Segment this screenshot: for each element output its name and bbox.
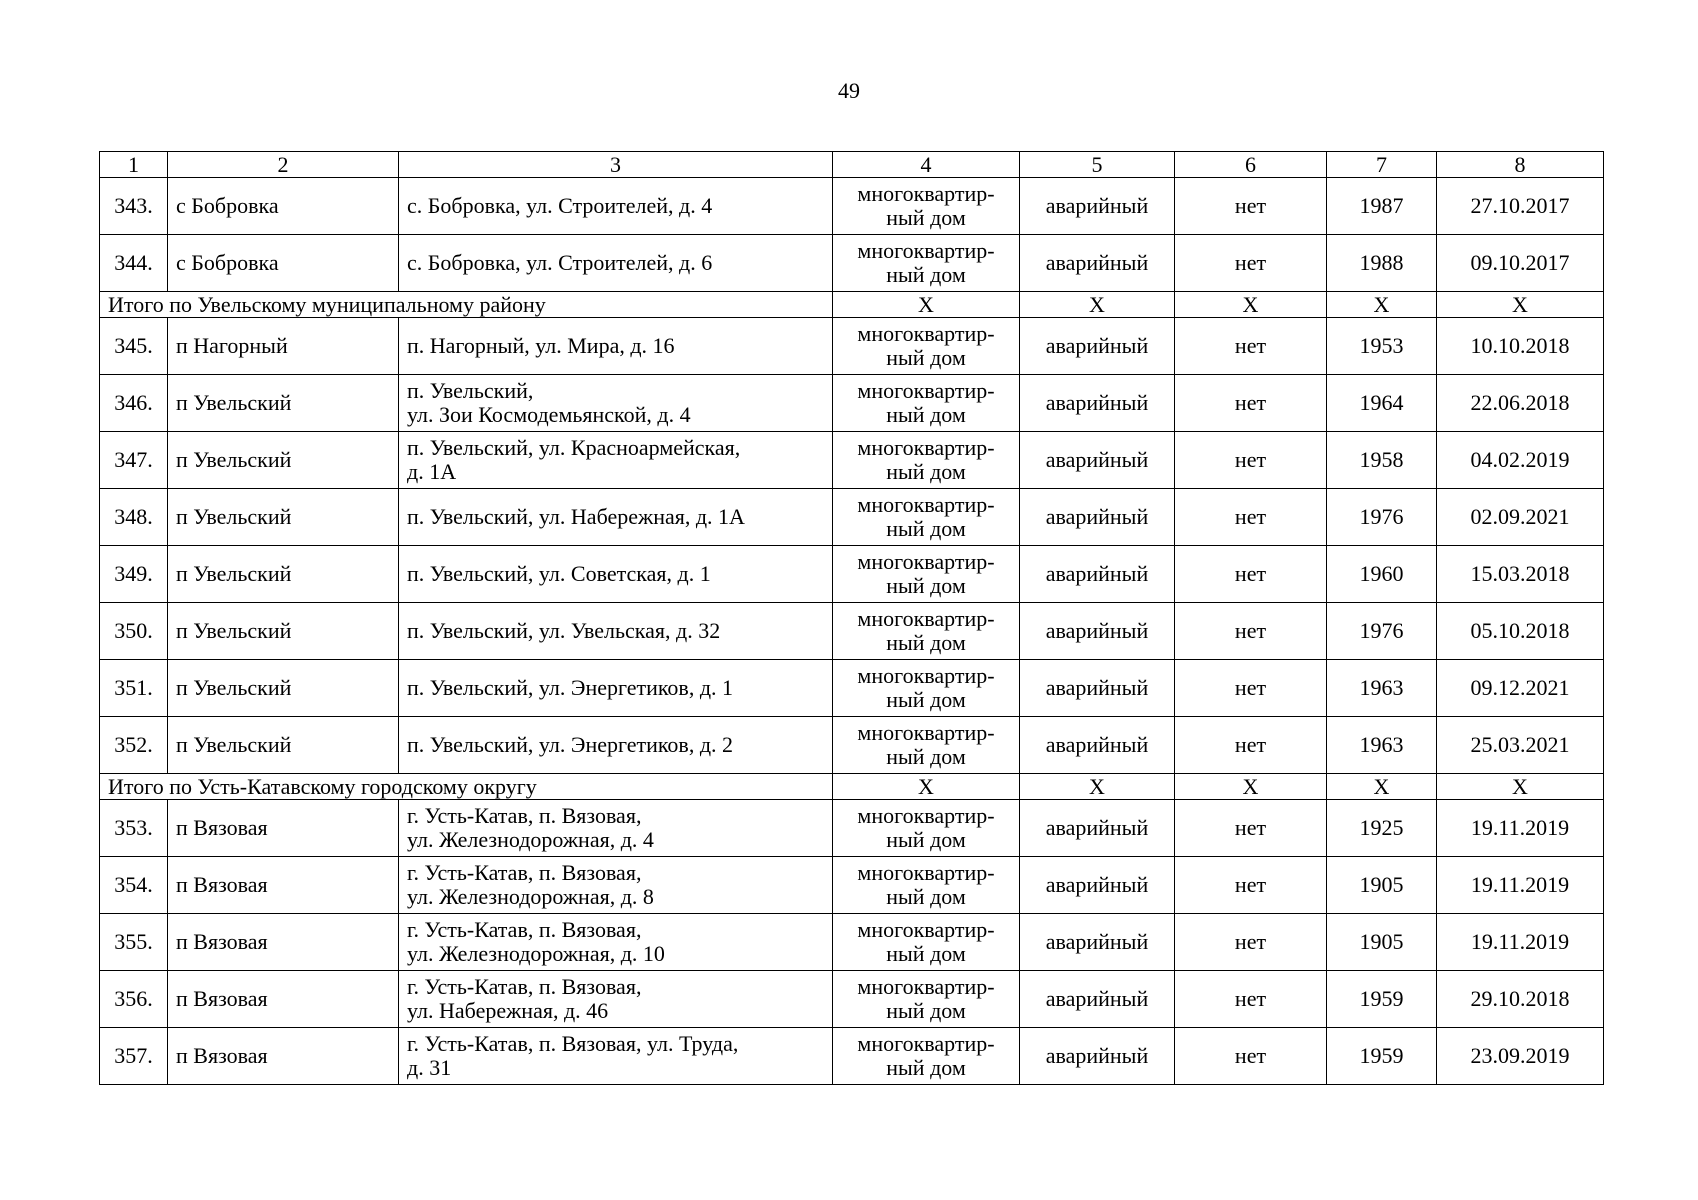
address-cell (399, 489, 833, 546)
row-number: 343. (100, 178, 168, 235)
cell-line: многоквартир- (857, 181, 995, 206)
building-type-cell (833, 546, 1020, 603)
row-number: 355. (100, 914, 168, 971)
year-cell: 1925 (1327, 800, 1437, 857)
year-cell: 1958 (1327, 432, 1437, 489)
table-row (100, 800, 1604, 857)
table-row (100, 1028, 1604, 1085)
row-number: 348. (100, 489, 168, 546)
building-type-cell (833, 489, 1020, 546)
cell-line: п. Увельский, ул. Советская, д. 1 (407, 561, 711, 586)
cell-line: ул. Железнодорожная, д. 10 (407, 941, 665, 966)
cell-line: многоквартир- (857, 974, 995, 999)
cell-line: ный дом (886, 402, 966, 427)
condition-cell: аварийный (1020, 717, 1175, 774)
cell-line: с. Бобровка, ул. Строителей, д. 6 (407, 250, 713, 275)
date-cell: 04.02.2019 (1437, 432, 1604, 489)
building-type-cell (833, 1028, 1020, 1085)
address-cell (399, 603, 833, 660)
table-row (100, 717, 1604, 774)
condition-cell: аварийный (1020, 857, 1175, 914)
building-type-cell (833, 857, 1020, 914)
year-cell: 1963 (1327, 717, 1437, 774)
settlement-cell: п Увельский (168, 489, 399, 546)
year-cell: 1963 (1327, 660, 1437, 717)
cell-line: ный дом (886, 573, 966, 598)
table-row (100, 914, 1604, 971)
table-row (100, 375, 1604, 432)
settlement-cell: п Увельский (168, 660, 399, 717)
year-cell: 1905 (1327, 857, 1437, 914)
cell-line: многоквартир- (857, 720, 995, 745)
column-number-header: 5 (1020, 152, 1175, 178)
column-number-header: 4 (833, 152, 1020, 178)
total-mark: X (1175, 292, 1327, 318)
building-type-cell (833, 318, 1020, 375)
row-number: 357. (100, 1028, 168, 1085)
settlement-cell: п Увельский (168, 603, 399, 660)
date-cell: 09.10.2017 (1437, 235, 1604, 292)
flag-cell: нет (1175, 660, 1327, 717)
condition-cell: аварийный (1020, 914, 1175, 971)
row-number: 351. (100, 660, 168, 717)
flag-cell: нет (1175, 603, 1327, 660)
row-number: 353. (100, 800, 168, 857)
settlement-cell: п Вязовая (168, 800, 399, 857)
flag-cell: нет (1175, 375, 1327, 432)
cell-line: многоквартир- (857, 860, 995, 885)
flag-cell: нет (1175, 800, 1327, 857)
condition-cell: аварийный (1020, 318, 1175, 375)
page-number: 49 (838, 78, 860, 103)
settlement-cell: п Вязовая (168, 1028, 399, 1085)
flag-cell: нет (1175, 432, 1327, 489)
cell-line: ул. Железнодорожная, д. 8 (407, 884, 654, 909)
row-number: 352. (100, 717, 168, 774)
cell-line: многоквартир- (857, 917, 995, 942)
condition-cell: аварийный (1020, 800, 1175, 857)
year-cell: 1905 (1327, 914, 1437, 971)
cell-line: ный дом (886, 262, 966, 287)
date-cell: 19.11.2019 (1437, 800, 1604, 857)
date-cell: 25.03.2021 (1437, 717, 1604, 774)
flag-cell: нет (1175, 717, 1327, 774)
cell-line: ный дом (886, 687, 966, 712)
cell-line: ный дом (886, 630, 966, 655)
row-number: 356. (100, 971, 168, 1028)
condition-cell: аварийный (1020, 235, 1175, 292)
flag-cell: нет (1175, 489, 1327, 546)
cell-line: многоквартир- (857, 435, 995, 460)
total-mark: X (833, 774, 1020, 800)
building-type-cell (833, 375, 1020, 432)
date-cell: 22.06.2018 (1437, 375, 1604, 432)
flag-cell: нет (1175, 971, 1327, 1028)
flag-cell: нет (1175, 546, 1327, 603)
condition-cell: аварийный (1020, 546, 1175, 603)
address-cell (399, 178, 833, 235)
address-cell (399, 318, 833, 375)
address-cell (399, 235, 833, 292)
cell-line: многоквартир- (857, 492, 995, 517)
year-cell: 1959 (1327, 1028, 1437, 1085)
cell-line: п. Увельский, ул. Энергетиков, д. 1 (407, 675, 734, 700)
building-type-cell (833, 660, 1020, 717)
cell-line: п. Увельский, ул. Красноармейская, (407, 435, 741, 460)
column-number-header: 3 (399, 152, 833, 178)
cell-line: многоквартир- (857, 663, 995, 688)
total-row (100, 774, 1604, 800)
condition-cell: аварийный (1020, 375, 1175, 432)
table-row (100, 318, 1604, 375)
cell-line: с. Бобровка, ул. Строителей, д. 4 (407, 193, 713, 218)
flag-cell: нет (1175, 1028, 1327, 1085)
total-mark: X (1437, 774, 1604, 800)
total-label: Итого по Усть-Катавскому городскому округу (100, 774, 833, 800)
cell-line: п. Нагорный, ул. Мира, д. 16 (407, 333, 675, 358)
total-mark: X (833, 292, 1020, 318)
address-cell (399, 800, 833, 857)
row-number: 346. (100, 375, 168, 432)
cell-line: п. Увельский, ул. Увельская, д. 32 (407, 618, 721, 643)
cell-line: ул. Железнодорожная, д. 4 (407, 827, 654, 852)
cell-line: ный дом (886, 884, 966, 909)
date-cell: 05.10.2018 (1437, 603, 1604, 660)
column-number-header-row (100, 152, 1604, 178)
address-cell (399, 914, 833, 971)
address-cell (399, 857, 833, 914)
date-cell: 09.12.2021 (1437, 660, 1604, 717)
settlement-cell: п Вязовая (168, 914, 399, 971)
cell-line: ный дом (886, 205, 966, 230)
condition-cell: аварийный (1020, 971, 1175, 1028)
building-type-cell (833, 717, 1020, 774)
date-cell: 10.10.2018 (1437, 318, 1604, 375)
total-mark: X (1020, 292, 1175, 318)
table-row (100, 546, 1604, 603)
building-type-cell (833, 914, 1020, 971)
date-cell: 27.10.2017 (1437, 178, 1604, 235)
condition-cell: аварийный (1020, 603, 1175, 660)
condition-cell: аварийный (1020, 660, 1175, 717)
year-cell: 1976 (1327, 603, 1437, 660)
settlement-cell: п Нагорный (168, 318, 399, 375)
cell-line: ный дом (886, 998, 966, 1023)
cell-line: ный дом (886, 827, 966, 852)
cell-line: ный дом (886, 941, 966, 966)
table-row (100, 660, 1604, 717)
date-cell: 19.11.2019 (1437, 857, 1604, 914)
table-row (100, 971, 1604, 1028)
condition-cell: аварийный (1020, 178, 1175, 235)
cell-line: ул. Набережная, д. 46 (407, 998, 609, 1023)
building-type-cell (833, 235, 1020, 292)
settlement-cell: п Вязовая (168, 857, 399, 914)
cell-line: п. Увельский, (407, 378, 534, 403)
address-cell (399, 1028, 833, 1085)
condition-cell: аварийный (1020, 1028, 1175, 1085)
column-number-header: 1 (100, 152, 168, 178)
address-cell (399, 546, 833, 603)
column-number-header: 8 (1437, 152, 1604, 178)
row-number: 350. (100, 603, 168, 660)
table-row (100, 178, 1604, 235)
column-number-header: 2 (168, 152, 399, 178)
date-cell: 15.03.2018 (1437, 546, 1604, 603)
row-number: 349. (100, 546, 168, 603)
year-cell: 1959 (1327, 971, 1437, 1028)
table-body (100, 152, 1604, 1085)
settlement-cell: п Увельский (168, 432, 399, 489)
year-cell: 1976 (1327, 489, 1437, 546)
table-row (100, 603, 1604, 660)
cell-line: г. Усть-Катав, п. Вязовая, ул. Труда, (407, 1031, 739, 1056)
settlement-cell: п Увельский (168, 546, 399, 603)
year-cell: 1964 (1327, 375, 1437, 432)
year-cell: 1960 (1327, 546, 1437, 603)
total-mark: X (1327, 774, 1437, 800)
cell-line: г. Усть-Катав, п. Вязовая, (407, 803, 642, 828)
row-number: 345. (100, 318, 168, 375)
year-cell: 1953 (1327, 318, 1437, 375)
building-type-cell (833, 603, 1020, 660)
cell-line: п. Увельский, ул. Энергетиков, д. 2 (407, 732, 734, 757)
table-row (100, 489, 1604, 546)
cell-line: многоквартир- (857, 238, 995, 263)
column-number-header: 7 (1327, 152, 1437, 178)
cell-line: многоквартир- (857, 803, 995, 828)
cell-line: ный дом (886, 459, 966, 484)
flag-cell: нет (1175, 914, 1327, 971)
cell-line: д. 31 (407, 1055, 452, 1080)
building-type-cell (833, 971, 1020, 1028)
total-row (100, 292, 1604, 318)
building-type-cell (833, 178, 1020, 235)
total-mark: X (1437, 292, 1604, 318)
cell-line: ул. Зои Космодемьянской, д. 4 (407, 402, 691, 427)
address-cell (399, 971, 833, 1028)
address-cell (399, 717, 833, 774)
flag-cell: нет (1175, 178, 1327, 235)
flag-cell: нет (1175, 318, 1327, 375)
table-row (100, 432, 1604, 489)
address-cell (399, 432, 833, 489)
cell-line: д. 1А (407, 459, 457, 484)
total-mark: X (1020, 774, 1175, 800)
settlement-cell: п Вязовая (168, 971, 399, 1028)
cell-line: многоквартир- (857, 378, 995, 403)
total-label: Итого по Увельскому муниципальному району (100, 292, 833, 318)
cell-line: многоквартир- (857, 606, 995, 631)
cell-line: многоквартир- (857, 549, 995, 574)
condition-cell: аварийный (1020, 432, 1175, 489)
cell-line: ный дом (886, 345, 966, 370)
address-cell (399, 375, 833, 432)
settlement-cell: п Увельский (168, 717, 399, 774)
settlement-cell: п Увельский (168, 375, 399, 432)
building-type-cell (833, 432, 1020, 489)
row-number: 354. (100, 857, 168, 914)
settlement-cell: с Бобровка (168, 178, 399, 235)
cell-line: многоквартир- (857, 321, 995, 346)
date-cell: 29.10.2018 (1437, 971, 1604, 1028)
table-row (100, 857, 1604, 914)
date-cell: 02.09.2021 (1437, 489, 1604, 546)
date-cell: 19.11.2019 (1437, 914, 1604, 971)
cell-line: г. Усть-Катав, п. Вязовая, (407, 974, 642, 999)
row-number: 347. (100, 432, 168, 489)
column-number-header: 6 (1175, 152, 1327, 178)
year-cell: 1988 (1327, 235, 1437, 292)
cell-line: г. Усть-Катав, п. Вязовая, (407, 917, 642, 942)
row-number: 344. (100, 235, 168, 292)
cell-line: ный дом (886, 744, 966, 769)
total-mark: X (1327, 292, 1437, 318)
flag-cell: нет (1175, 857, 1327, 914)
settlement-cell: с Бобровка (168, 235, 399, 292)
cell-line: п. Увельский, ул. Набережная, д. 1А (407, 504, 745, 529)
housing-registry-table (99, 151, 1604, 1085)
cell-line: ный дом (886, 1055, 966, 1080)
date-cell: 23.09.2019 (1437, 1028, 1604, 1085)
cell-line: ный дом (886, 516, 966, 541)
condition-cell: аварийный (1020, 489, 1175, 546)
building-type-cell (833, 800, 1020, 857)
table-row (100, 235, 1604, 292)
total-mark: X (1175, 774, 1327, 800)
cell-line: г. Усть-Катав, п. Вязовая, (407, 860, 642, 885)
address-cell (399, 660, 833, 717)
cell-line: многоквартир- (857, 1031, 995, 1056)
year-cell: 1987 (1327, 178, 1437, 235)
flag-cell: нет (1175, 235, 1327, 292)
